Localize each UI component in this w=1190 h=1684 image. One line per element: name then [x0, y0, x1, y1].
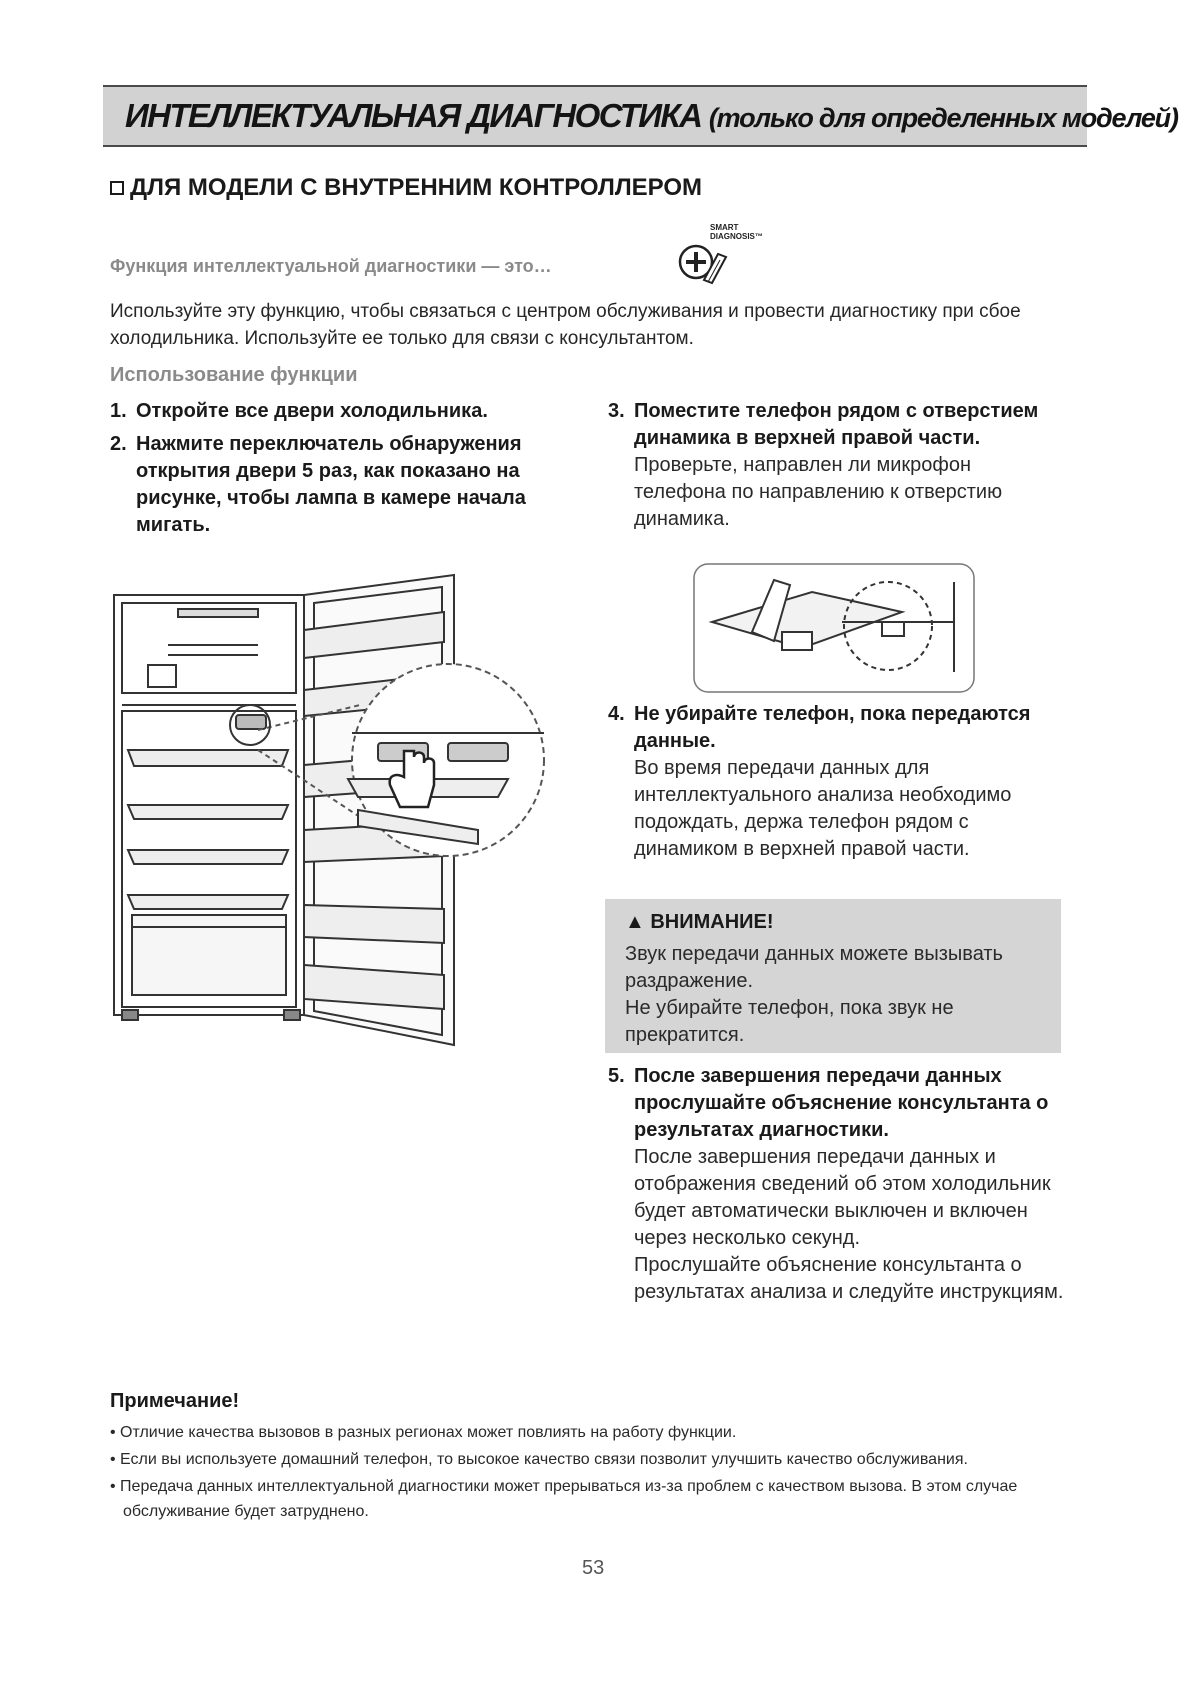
- step-heading: Откройте все двери холодильника.: [136, 400, 488, 422]
- warning-title: ▲ ВНИМАНИЕ!: [625, 911, 774, 933]
- step-body-2: Прослушайте объяснение консультанта о результатах анализа и следуйте инструкциям.: [634, 1254, 1064, 1303]
- usage-heading: Использование функции: [110, 364, 358, 386]
- section-heading: ДЛЯ МОДЕЛИ С ВНУТРЕННИМ КОНТРОЛЛЕРОМ: [110, 174, 702, 202]
- note-item: • Если вы используете домашний телефон, то высокое качество связи позволит улучшить качество обслуживания.: [110, 1447, 1070, 1472]
- step-heading: После завершения передачи данных прослушайте объяснение консультанта о результатах диагностики.: [634, 1065, 1049, 1141]
- step-number: 3.: [608, 400, 625, 422]
- title-bar: [103, 85, 1178, 147]
- step-heading: Не убирайте телефон, пока передаются данные.: [634, 703, 1031, 752]
- function-line: Функция интеллектуальной диагностики — это…: [110, 256, 552, 276]
- page-title: ИНТЕЛЛЕКТУАЛЬНАЯ ДИАГНОСТИКА (только для определенных моделей): [125, 97, 1178, 134]
- logo-line-1: SMART: [710, 223, 739, 232]
- warning-line-1: Звук передачи данных можете вызывать раздражение.: [625, 943, 1003, 992]
- phone-illustration: [692, 562, 976, 694]
- step-3: [608, 398, 1068, 533]
- warning-icon: ▲: [625, 911, 645, 933]
- step-body: Во время передачи данных для интеллектуального анализа необходимо подождать, держа телефон рядом с динамиком в верхней правой части.: [634, 757, 1012, 860]
- checkbox-icon: [110, 181, 124, 195]
- warning-box: [605, 899, 1061, 1053]
- fridge-illustration: [108, 555, 568, 1055]
- step-2: [110, 431, 560, 539]
- step-4: [608, 701, 1068, 863]
- step-number: 1.: [110, 400, 127, 422]
- intro-paragraph: Используйте эту функцию, чтобы связаться с центром обслуживания и провести диагностику при сбое холодильника. Используйте ее только для связи с консультантом.: [110, 301, 1021, 349]
- step-5: [608, 1063, 1068, 1306]
- step-number: 2.: [110, 433, 127, 455]
- step-heading: Нажмите переключатель обнаружения открытия двери 5 раз, как показано на рисунке, чтобы лампа в камере начала мигать.: [136, 433, 526, 536]
- note-list: [110, 1420, 1070, 1526]
- smart-diagnosis-logo: [676, 220, 816, 292]
- note-title: Примечание!: [110, 1390, 240, 1412]
- note-item: • Отличие качества вызовов в разных регионах может повлиять на работу функции.: [110, 1420, 1070, 1445]
- step-number: 5.: [608, 1065, 625, 1087]
- step-heading: Поместите телефон рядом с отверстием динамика в верхней правой части.: [634, 400, 1039, 449]
- step-body: Проверьте, направлен ли микрофон телефона по направлению к отверстию динамика.: [634, 454, 1003, 530]
- page-number: 53: [582, 1557, 605, 1579]
- note-item: • Передача данных интеллектуальной диагностики может прерываться из-за проблем с качеством вызова. В этом случае обслуживание будет затруднено.: [110, 1474, 1070, 1524]
- step-number: 4.: [608, 703, 625, 725]
- logo-line-2: DIAGNOSIS™: [710, 232, 763, 241]
- warning-line-2: Не убирайте телефон, пока звук не прекратится.: [625, 997, 954, 1046]
- warning-body: [625, 941, 1045, 1049]
- step-1: [110, 398, 570, 425]
- step-body: После завершения передачи данных и отображения сведений об этом холодильник будет автоматически выключен и включен через несколько секунд.: [634, 1146, 1051, 1249]
